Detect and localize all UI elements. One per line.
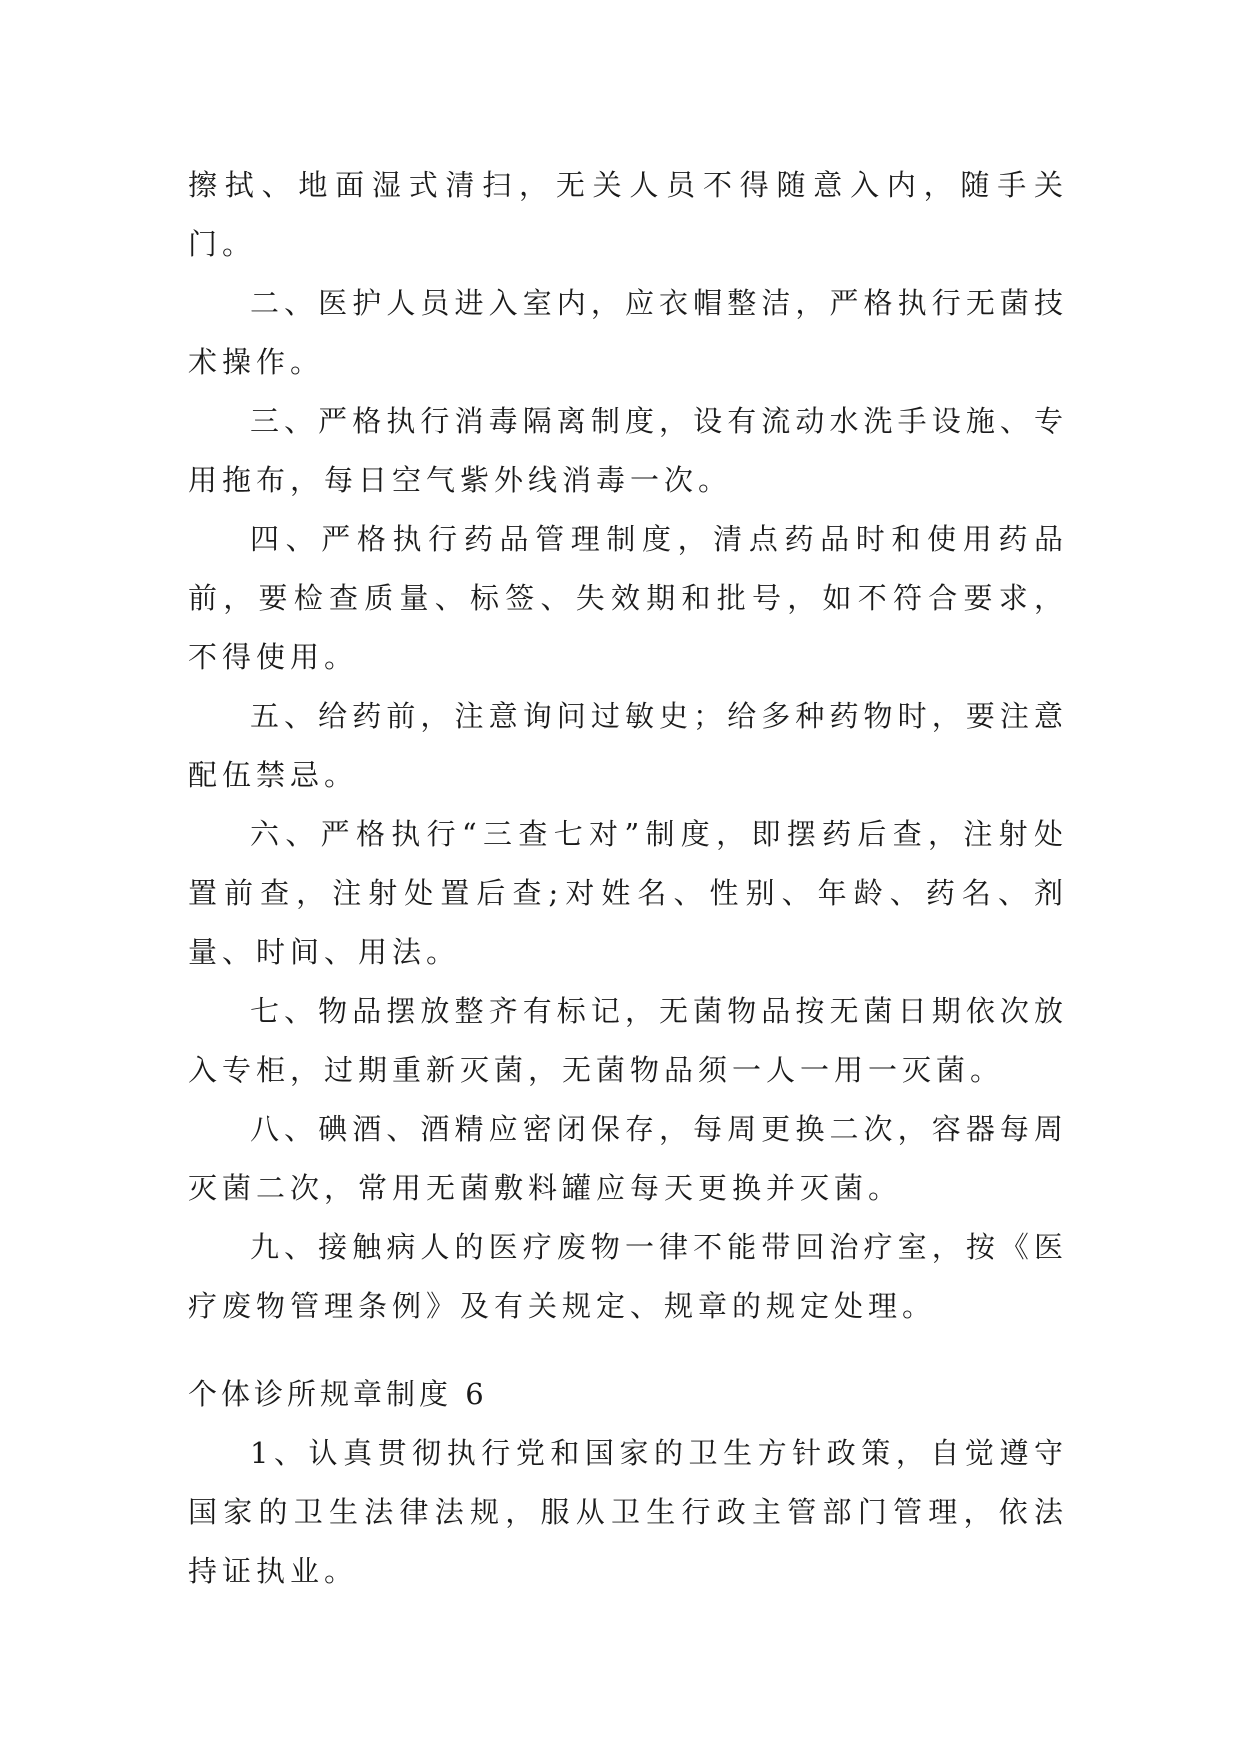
section-heading: 个体诊所规章制度 6: [188, 1377, 488, 1411]
paragraph-rule-3: 三、严格执行消毒隔离制度，设有流动水洗手设施、专用拖布，每日空气紫外线消毒一次。: [188, 404, 1068, 497]
paragraph-rule-9: 九、接触病人的医疗废物一律不能带回治疗室，按《医疗废物管理条例》及有关规定、规章的规定处理。: [188, 1230, 1068, 1323]
paragraph-rule-5: 五、给药前，注意询问过敏史；给多种药物时，要注意配伍禁忌。: [188, 699, 1068, 792]
paragraph-continuation: 擦拭、地面湿式清扫，无关人员不得随意入内，随手关门。: [188, 168, 1068, 261]
paragraph-rule-8: 八、碘酒、酒精应密闭保存，每周更换二次，容器每周灭菌二次，常用无菌敷料罐应每天更换并灭菌。: [188, 1112, 1068, 1205]
paragraph-rule-6: 六、严格执行“三查七对”制度，即摆药后查，注射处置前查，注射处置后查;对姓名、性别、年龄、药名、剂量、时间、用法。: [188, 817, 1068, 969]
document-body: [188, 156, 1068, 1601]
paragraph-rule-7: 七、物品摆放整齐有标记，无菌物品按无菌日期依次放入专柜，过期重新灭菌，无菌物品须一人一用一灭菌。: [188, 994, 1068, 1087]
paragraph-rule-2: 二、医护人员进入室内，应衣帽整洁，严格执行无菌技术操作。: [188, 286, 1068, 379]
paragraph-rule-4: 四、严格执行药品管理制度，清点药品时和使用药品前，要检查质量、标签、失效期和批号，如不符合要求，不得使用。: [188, 522, 1068, 674]
paragraph-section6-rule-1: 1、认真贯彻执行党和国家的卫生方针政策，自觉遵守国家的卫生法律法规，服从卫生行政主管部门管理，依法持证执业。: [188, 1436, 1068, 1588]
